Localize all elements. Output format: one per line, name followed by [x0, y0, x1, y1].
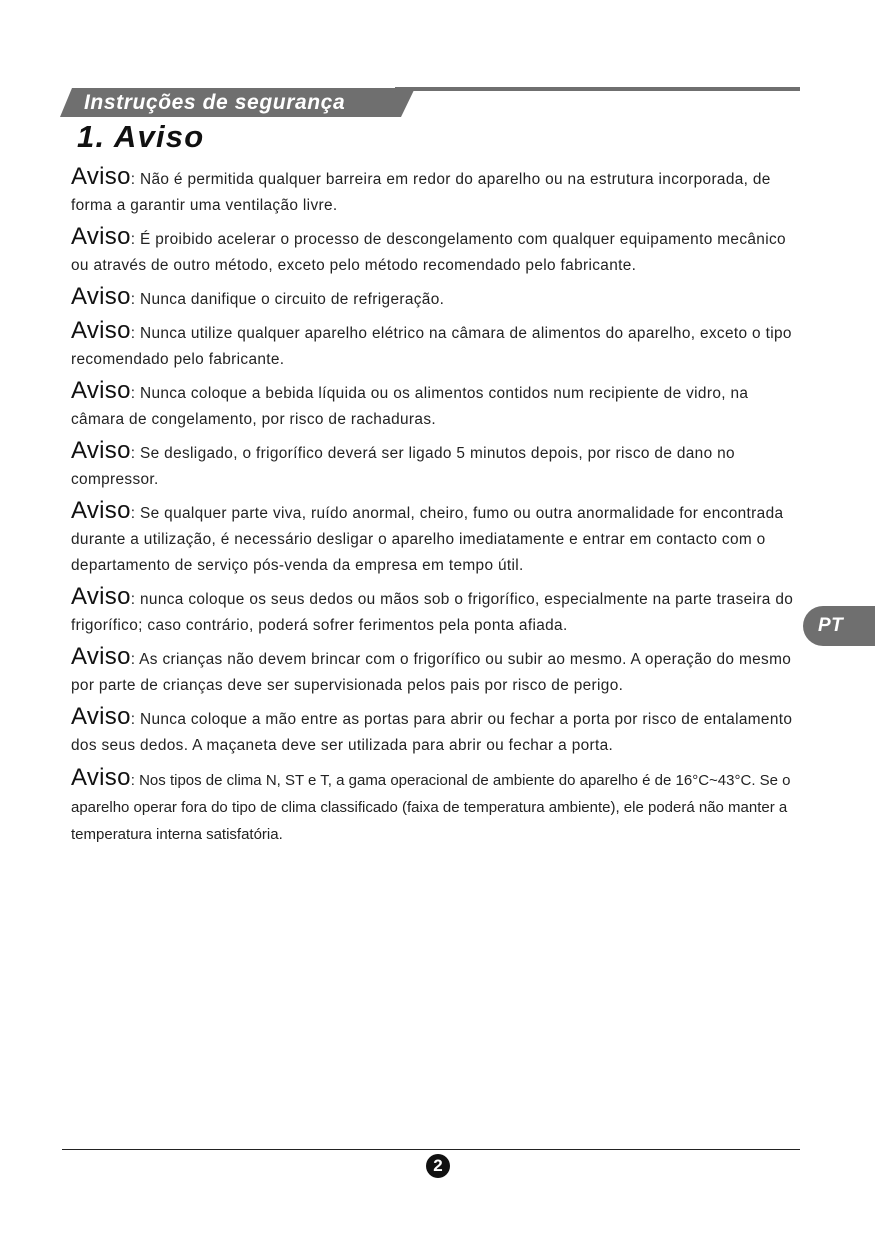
warning-item: [71, 764, 801, 848]
warning-label: Aviso: [71, 437, 131, 464]
warning-label: Aviso: [71, 317, 131, 344]
warning-item: [71, 584, 801, 639]
warning-label: Aviso: [71, 764, 131, 791]
warning-text: : Se desligado, o frigorífico deverá ser ligado 5 minutos depois, por risco de dano no compressor.: [71, 445, 735, 488]
section-label: Instruções de segurança: [84, 91, 346, 114]
warning-label: Aviso: [71, 703, 131, 730]
warning-item: [71, 498, 801, 579]
warning-label: Aviso: [71, 223, 131, 250]
warning-item: [71, 284, 801, 313]
warning-label: Aviso: [71, 643, 131, 670]
page-title: 1. Aviso: [77, 119, 205, 154]
warning-item: [71, 438, 801, 493]
warning-item: [71, 164, 801, 219]
warning-text: : As crianças não devem brincar com o frigorífico ou subir ao mesmo. A operação do mesmo por parte de crianças deve ser supervisionada pelos pais por risco de perigo.: [71, 651, 792, 694]
warning-text: : Nunca utilize qualquer aparelho elétrico na câmara de alimentos do aparelho, exceto o tipo recomendado pelo fabricante.: [71, 325, 792, 368]
footer-rule: [62, 1149, 800, 1150]
warning-label: Aviso: [71, 377, 131, 404]
language-tab-label: PT: [818, 615, 844, 636]
warning-text: : Nunca danifique o circuito de refrigeração.: [130, 291, 445, 308]
warning-text: : Se qualquer parte viva, ruído anormal, cheiro, fumo ou outra anormalidade for encontrada durante a utilização, é necessário desligar o aparelho imediatamente e entrar em contacto com o departamento de serviço pós-venda da empresa em tempo útil.: [71, 505, 784, 574]
warning-text: : Não é permitida qualquer barreira em redor do aparelho ou na estrutura incorporada, de forma a garantir uma ventilação livre.: [71, 171, 771, 214]
warning-label: Aviso: [71, 583, 131, 610]
warning-text: : Nunca coloque a bebida líquida ou os alimentos contidos num recipiente de vidro, na câmara de congelamento, por risco de rachaduras.: [71, 385, 749, 428]
warning-text: : Nos tipos de clima N, ST e T, a gama operacional de ambiente do aparelho é de 16°C~43°C. Se o aparelho operar fora do tipo de clima classificado (faixa de temperatura ambiente), ele poderá não manter a temperatura interna satisfatória.: [71, 772, 791, 843]
warning-text: : Nunca coloque a mão entre as portas para abrir ou fechar a porta por risco de entalamento dos seus dedos. A maçaneta deve ser utilizada para abrir ou fechar a porta.: [71, 711, 793, 754]
page-number-badge: 2: [426, 1154, 450, 1178]
warning-item: [71, 644, 801, 699]
header-rule: [395, 87, 800, 91]
warning-item: [71, 224, 801, 279]
warning-list: [71, 164, 801, 853]
warning-text: : nunca coloque os seus dedos ou mãos sob o frigorífico, especialmente na parte traseira do frigorífico; caso contrário, poderá sofrer ferimentos pela ponta afiada.: [71, 591, 794, 634]
warning-label: Aviso: [71, 283, 131, 310]
warning-item: [71, 704, 801, 759]
warning-label: Aviso: [71, 497, 131, 524]
warning-label: Aviso: [71, 163, 131, 190]
warning-item: [71, 378, 801, 433]
warning-text: : É proibido acelerar o processo de descongelamento com qualquer equipamento mecânico ou através de outro método, exceto pelo método recomendado pelo fabricante.: [71, 231, 786, 274]
warning-item: [71, 318, 801, 373]
